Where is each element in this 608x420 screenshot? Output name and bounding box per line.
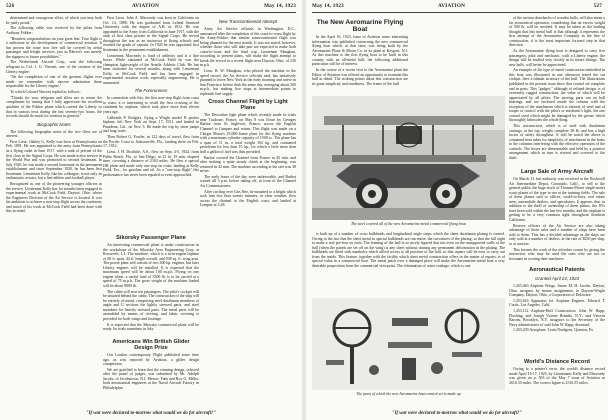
page-number: 527 <box>593 3 602 9</box>
figure-caption: The steel covered all of the new Aeromarine metal commercial flying boat <box>351 222 466 226</box>
flying-boat-illustration <box>312 96 505 220</box>
patent-item: 1,453,616 Apparatus for Airplane Engines. Edward T. Curtis, Los Angeles, Calif. <box>509 298 605 308</box>
figure-caption: The parts of which the new Aeromarine boat control set is made up <box>356 392 461 396</box>
paragraph: The Dewoitine light plane which recently made its trials near Toulouse, France, on May 8 was flown by Georges Barbot from St. Inglevert, France, across the English Channel to Lympne and return. This flight was made on a Clerget Moire's 25,000-frame plant for the flying machine with a maximum cylinder capacity of 1500 cc. The plane has a span of 11 m, a total weight 102 kg, and consumed petroleum for less than 15 hp., for which a little more than half a gallon of fuel was thus provided. <box>200 113 296 154</box>
paragraph: This construction, which is of steel with duralumin castings, at the top, weighs complete 38 lb. and has a high factor of safety throughout. It will be noted the above is contained bent tubes for simplicity of attachment in the boats to the columns interfering with the effective operation of the controls. The boxes are demountable and held by a positive arrangement which in turn is riveted and screwed to the shaft. <box>509 124 605 160</box>
paragraph: Owing to a printer's error, the world's distance record made April 16-17, 1923, by Lieutenants Kelly and Macready was given on p. 503 of the May 7 issue of Aviation as 2616.35 miles. The correct figure is 2516.55 miles. <box>509 367 605 385</box>
paragraph: In the course of a recent visit to the Aeromarine plant the Editor of Aviation was offered an opportunity to examine this hull in detail. The striking points about this construction are its great simplicity and sturdiness. The frame of the hull <box>312 68 408 86</box>
issue-date: May 14, 1923 <box>264 3 296 9</box>
article-headline: The New Aeromarine Flying Boat <box>316 19 404 33</box>
paragraph: On March 14 last authority was received at the Rockwell Air Intermediate Depot, Coronado, Calif., to sell to the general public the huge stock of Thomas-Morse single-seater scout planes of the type in use at the training fields. The sale of these planes said to offices, world-to-ferry, real estate men, automobile dealers, and speculators. It appears that, in addition to the thrill of ownership of these planes, the JN's have been sold within the last few months, and the airplane is getting to be a very common sight throughout Southern California. <box>509 177 605 222</box>
header-rule <box>6 12 296 13</box>
paragraph: It is expected that the Sikorsky commercial plane will be ready for trials sometime in July. <box>103 322 199 332</box>
paragraph: Barbot crossed the Channel from France in 45 min. and after making a quite steady climb at the beginning, was returned in 42 min. The machine ascending at the rate was 38 m/sec. <box>200 155 296 174</box>
paragraph: Army Air Service officials in Washington, D.C., announced after the completion of the coast-to-coast flight by the Army-Fokker that similar transcontinental flight was being planned for the next month. It was not stated, however, whether those who will take part are expected to make both coast-to-coast and the final trip. Lieutenant Maughan, according to present plans, will make the flight attempt to break the record in a recent flight near Dayton, Ohio, of 236 m.p.h. <box>200 27 296 68</box>
article-headline: Americans Win British Glider Design Prize <box>112 339 190 351</box>
paragraph: An example of the type of metal construction embodied in this boat was illustrated in one afternoon tested the cut cockpit, here a tubular structure of the hull. The illustrations published in the present issue show that control set complete and in parts. This "gadget," although of refined design, is of extremely rugged construction, the value of which will be appreciated by all pilots. The moving parts run on ball bearings, and are enclosed inside the column with the exception of the attachment which is entirely of steel and of torque of control with the pilot's or mechanic's light, the one control used which might be damaged by the grease which thoroughly lubricates the whole thing. <box>509 68 605 123</box>
article-headline: Sikorsky Passenger Plane <box>116 235 186 241</box>
left-column-3 <box>200 16 296 408</box>
article-headline: Aeronautical Patents <box>529 267 585 273</box>
running-title: AVIATION <box>438 3 466 9</box>
paragraph: The Netherlands Aircraft Corp., sent the following telegram to Col. J. G. Vincent, one of the creators of the Liberty engine: <box>6 60 102 74</box>
paragraph: In the April 16, 1923, issue of Aviation some interesting information was published concerning the new commercial flying boat which, at that time, was being built by the Aeromarine Plane & Motor Co. in its plant at Keyport, N.J. As this machine is the first flying boat to be built in this country with an all-metal hull, the following additional particulars will be of interest. <box>312 35 408 67</box>
left-running-head <box>6 3 296 12</box>
paragraph: determined and courageous effort, of which you may both be justly proud." <box>6 16 102 25</box>
paragraph: "Heartiest congratulations on your great feat. Your flight is a milestone in the development of commercial aviation. It has proven the route now free will be covered by aerial passenger and freight services, just as Bleriot's was merely the signpost to future possibilities." <box>6 36 102 59</box>
paragraph: As the Aeromarine flying boat is designed to carry five passengers, pilot and mechanic, with a Liberty engine, the design will be studied very closely in its future fittings. The new hulls, will better be appreciated. <box>509 49 605 67</box>
paragraph: An interesting commercial plane is under construction in the workshops of the Sikorsky Aero Engineering Corp. at Roosevelt, L.I. The machine, which is a twin-engine biplane of 68 ft. span, 44 ft. length overall, and 938 sq. ft. wing area. The power plant will consist of two 300 hp. engines, but later Liberty engines will be installed. It is expected that the maximum speed will be about 100 m.p.h. Flying on one engine alone, a useful load of 3500 lb. is to be carried at a speed of 75 m.p.h. The gross weight of the machine loaded will be about 9000 lb. <box>103 243 199 288</box>
paragraph: Calbraith P. Rodgers, flying a Wright model B pusher biplane, left New York on Sept. 17, 1911, and landed in Pasadena, Cal., on Nov. 5. He made the trip by short jumps and long waits. <box>103 115 199 134</box>
paragraph: Then Robert G. Fowler, in 122 days of travel, flew from the Pacific Coast to Jacksonville, Fla., landing there on Feb. 17, 1912. <box>103 135 199 149</box>
right-running-head <box>312 3 602 12</box>
paragraph: "On the completion of one of the greatest flights ever made we remember with sincere admiration those responsible for the Liberty engine." <box>6 75 102 89</box>
paragraph: The following cable was received by the pilots from Anthony Fokker: <box>6 26 102 35</box>
header-rule <box>312 12 602 13</box>
paragraph: Lieut. R. W. Maughan, who piloted the machine in the speed record, the Air Service officials said, has tentatively planned to leave New York in the early morning and arrive in San Francisco before dark the same day, averaging about 200 m.p.h., but making five stops at intermediate points to replenish fuel supply. <box>200 69 296 96</box>
left-column-1 <box>6 16 102 408</box>
page-number: 526 <box>6 3 15 9</box>
sikorsky-article <box>103 232 199 332</box>
right-column-2 <box>312 232 505 292</box>
paragraph: This lessens the work of the refresher course by giving the instructors who may be used the ones who are not so fortunate in owning their machines. <box>509 247 605 261</box>
flying-boat-photo <box>312 96 505 220</box>
left-page <box>0 0 302 420</box>
paragraph: After circling over Gris Nez, he mounted to a height which took him less than twenty minutes, in clear weather, flew across the channel to the English coast, and landed at Lympne at 3:28. <box>200 189 296 208</box>
page-footer: "If war were declared to-morrow what would we do for aircraft?" <box>391 411 523 416</box>
paragraph: Our London contemporary Flight published some time ago, as was reported by Aviation, a glider design competition. <box>103 353 199 367</box>
article-headline: Cross Channel Flight by Light Plane <box>208 99 288 112</box>
right-page <box>306 0 608 420</box>
section-heading: New Transcontinental Attempt <box>218 19 278 24</box>
article-headline: Large Sale of Army Aircraft <box>520 169 594 175</box>
paragraph: To which Colonel Vincent replied as follows: <box>10 90 81 95</box>
distance-record-article <box>509 356 605 406</box>
paragraph: Lieut. J. H. Doolittle, A.S., flew on Sept. 4-5, 1922, from Pablo Beach, Fla., to San Diego, in 21 hr. 19 min. elapsed time, covering a distance of 2163 miles. He flew a special DH plane and made only one stop en route, landing at Kelly Field, Tex., for gasoline and oil. As a "one-stop flight" this performance has never been equaled or even approached. <box>103 149 199 177</box>
army-aircraft-sale-article <box>509 166 605 262</box>
issue-date: May 14, 1923 <box>312 3 344 9</box>
glider-article <box>103 336 199 408</box>
paragraph: In connection with this, the first non-stop flight from coast to coast, it is interesting to recall the first crossing of the continent by airplane, which took place more than eleven years ago. <box>103 96 199 115</box>
patent-item: 1,453,239 Aeroplane. Louis Nordgren, Quinton, Pa. <box>513 328 594 333</box>
patent-item: 1,453,112 Airplane-Hull Construction. John W. Rapp, Flushing, and Joseph Vicente Brandts, N.Y.; and Vincent Barons, Brooklyn, N.Y. assignors to the Secretary of the Navy administrator of said John W. Rapp, deceased. <box>509 309 605 327</box>
paragraph: of the serious drawbacks of wooden hulls, will also mean a far economical operation, considering that an excess weight of 500 lb. will be avoided. It may be taken as the leading thought that this metal hull is that although it represents the first attempt of the Aeromarine Company in the line of construction, it is the most important forward step in that direction. <box>509 16 605 48</box>
paragraph: Recognized as one of the pioneering younger officers in the service. Lieutenant Kelly has for months been engaged in experimental work at McCook Field, Dayton, Ohio, where the Engineers Division of the Air Service is located. It was his ambition to achieve a non-stop flight across the continent, and much of his work at McCook Field had been done with this in mind. <box>6 182 102 214</box>
paragraph: is built up of a number of cross bulkheads and longitudinal angle strips which the sheet duralumin plating is riveted. Owing to the fact that the sheet metal as special bulkheads are run entire, the curvatures of the plating, so that the full eight to make a real pre-tion on each. The framing of the hull is so nicely figured that not even on the unsupported walls of the hull (when the panels are set off on the wing) is any sheet without sinning any permanent deformation in the plating. The bulkheads are fitted with manholes which afford access to all portions of the hull, so that repairs will be easy to carry out from the inside. This feature, together with the facility which sheet metal construction offers in the matter of repairs, is of special value in a commercial boat. The metal patch over a damaged place will make the Aeromarine metal boat a very desirable proposition from the commercial viewpoint. The elimination of water soakage, which is one <box>312 232 505 268</box>
right-column-3 <box>509 16 605 164</box>
paragraph: Lieutenant Macready is fond of athletics and is a fine boxer. While stationed at McCook Field he was the champion lightweight of the Seattle Athletic Club. He has been stationed for several months, along with Lieutenant Kelly, at McCook Field and has been engaged in experimental aviation work, especially engineering. He is unmarried. <box>103 53 199 85</box>
section-heading: The Forerunners <box>134 88 168 94</box>
paragraph: The early hours of the day were unfavorable, and Barbot waited till 3 p.m. before taking off, in front of the Channel Air Commissioners. <box>200 174 296 188</box>
page-footer: "If war were declared to-morrow what would we do for aircraft?" <box>85 411 217 416</box>
section-heading: Biographic Notes <box>37 121 71 127</box>
paragraph: First Lieut. Oakley G. Kelly was born at Pennsylvania on Feb. 1891. He was appointed to the army from Pennsylvania as a flying cadet in June 1917, with a rank of private of the first class in the Signal Corps. He was made active service in the World War and was promoted to second lieutenant. In July 1920, he was made a second lieutenant in the permanent establishment and since September 1920, he has been first lieutenant. Lieutenant Kelly, like his colleague, is not only an enthusiastic aviator, but a fine athlete and football player. <box>6 139 102 181</box>
right-column-1 <box>312 16 408 94</box>
control-set-illustration <box>312 298 505 390</box>
paragraph: "Thanks for your telegram and allow me to return the compliment by stating that I fully appreciate the excellent qualities of the Fokker plane which carried the Liberty so that in various tests during the last seventy-two hours, the records should do much for aviation in general." <box>6 95 102 119</box>
running-title: AVIATION <box>132 3 160 9</box>
patents-article <box>509 264 605 354</box>
paragraph: The cabin will seat ten passengers. The pilot's cockpit will be situated behind the cabin. The construction of the ship will be entirely of metal, comprising steel duralumin members of angle and U sections the lightly stressed parts, and steel members for heavily stressed parts. The metal parts will be assembled by means of riveting, and fabric covering is provided for both wings and fuselage. <box>103 289 199 321</box>
paragraph: The following biographic notes of the two fliers are of interest: <box>6 129 102 139</box>
paragraph: Reserve officers of the Air Service are also taking advantage of these sales and a number of ships have been sold to them. This has a decided advantage as the ships are only sold at a number of dealers, at the rate of $250 per ship, or at auction. <box>509 223 605 246</box>
control-set-photo <box>312 298 505 390</box>
article-subheading: Granted April 24, 1923 <box>534 276 579 281</box>
paragraph: First Lieut. John A. Macready was born in California on Oct. 14, 1888. He was graduated from Leland Stanford University with the degree of A.B. in 1912. He was appointed to the Army from California in June 1917, with the rank of first class private in the Signal Corps. He served throughout the war as an instructor at flying schools and reached the grade of captain. In 1920 he was appointed first lieutenant in the permanent establishment. <box>103 16 199 52</box>
article-headline: World's Distance Record <box>524 359 590 365</box>
patent-item: 1,453,463 Airplane Wings. James M. H. Jacobs, Dayton, Ohio, assignor, by mesne assignments, to Dayton-Wright Company, Dayton, Ohio, a Corporation of Delaware. <box>509 284 605 298</box>
paragraph: We are gratified to learn that the winning design, selected after the panel of judges, was submitted by Mr. Adolph Jacobs, of Jacobstown, N.J. Messrs. Fahs and Roy G. Miller, both aeronautical engineers at the Naval Aircraft Factory in Philadelphia. <box>103 367 199 391</box>
